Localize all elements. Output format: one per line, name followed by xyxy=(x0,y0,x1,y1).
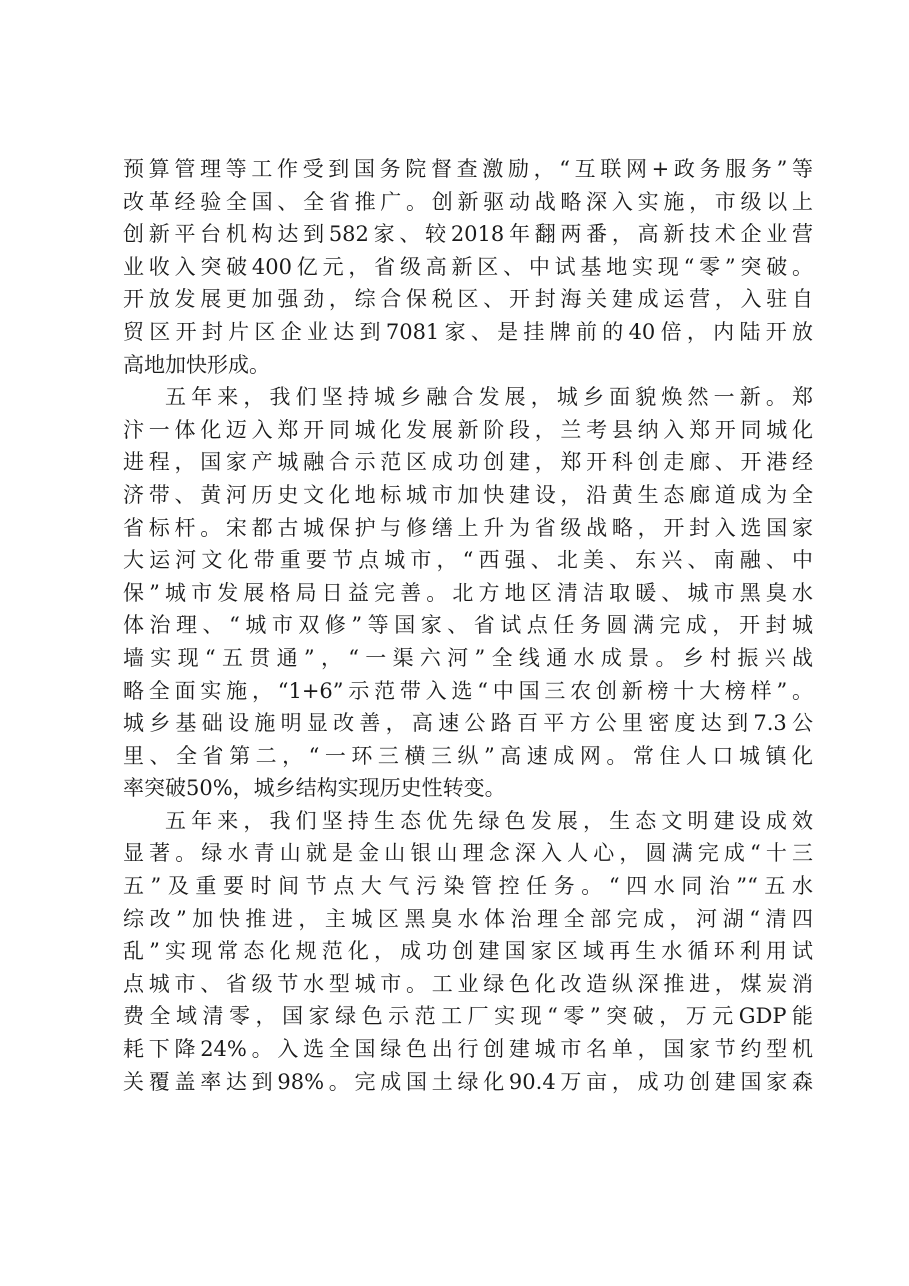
text-line: 高地加快形成。 xyxy=(123,352,270,377)
text-line: 率突破50%，城乡结构实现历史性转变。 xyxy=(123,776,506,801)
text-line: 里、全省第二，“一环三横三纵”高速成网。常住人口城镇化 xyxy=(123,743,813,768)
text-line: 显著。绿水青山就是金山银山理念深入人心，圆满完成“十三 xyxy=(123,841,813,866)
text-line: 改革经验全国、全省推广。创新驱动战略深入实施，市级以上 xyxy=(123,189,813,214)
text-line: 城乡基础设施明显改善，高速公路百平方公里密度达到7.3公 xyxy=(123,711,813,736)
text-line: 关覆盖率达到98%。完成国土绿化90.4万亩，成功创建国家森 xyxy=(123,1069,813,1094)
text-line: 五年来，我们坚持城乡融合发展，城乡面貌焕然一新。郑 xyxy=(165,385,813,410)
text-line: 贸区开封片区企业达到7081家、是挂牌前的40倍，内陆开放 xyxy=(123,319,813,344)
body-text xyxy=(123,153,813,1098)
text-line: 汴一体化迈入郑开同城化发展新阶段，兰考县纳入郑开同城化 xyxy=(123,417,813,442)
text-line: 省标杆。宋都古城保护与修缮上升为省级战略，开封入选国家 xyxy=(123,515,813,540)
text-line: 耗下降24%。入选全国绿色出行创建城市名单，国家节约型机 xyxy=(123,1037,813,1062)
text-line: 大运河文化带重要节点城市，“西强、北美、东兴、南融、中 xyxy=(123,548,813,573)
text-line: 五”及重要时间节点大气污染管控任务。“四水同治”“五水 xyxy=(123,874,813,899)
text-line: 济带、黄河历史文化地标城市加快建设，沿黄生态廊道成为全 xyxy=(123,482,813,507)
text-line: 进程，国家产城融合示范区成功创建，郑开科创走廊、开港经 xyxy=(123,450,813,475)
paragraph-2 xyxy=(123,381,813,805)
text-line: 体治理、“城市双修”等国家、省试点任务圆满完成，开封城 xyxy=(123,613,813,638)
text-line: 五年来，我们坚持生态优先绿色发展，生态文明建设成效 xyxy=(165,808,813,833)
text-line: 略全面实施，“1+6”示范带入选“中国三农创新榜十大榜样”。 xyxy=(123,678,813,703)
text-line: 保”城市发展格局日益完善。北方地区清洁取暖、城市黑臭水 xyxy=(123,580,813,605)
text-line: 费全域清零，国家绿色示范工厂实现“零”突破，万元GDP能 xyxy=(123,1004,813,1029)
text-line: 预算管理等工作受到国务院督查激励，“互联网+政务服务”等 xyxy=(123,157,813,181)
text-line: 墙实现“五贯通”，“一渠六河”全线通水成景。乡村振兴战 xyxy=(123,645,813,670)
paragraph-1 xyxy=(123,153,813,381)
text-line: 乱”实现常态化规范化，成功创建国家区域再生水循环利用试 xyxy=(123,939,813,964)
text-line: 创新平台机构达到582家、较2018年翻两番，高新技术企业营 xyxy=(123,222,813,247)
text-line: 综改”加快推进，主城区黑臭水体治理全部完成，河湖“清四 xyxy=(123,906,813,931)
text-line: 开放发展更加强劲，综合保税区、开封海关建成运营，入驻自 xyxy=(123,287,813,312)
text-line: 业收入突破400亿元，省级高新区、中试基地实现“零”突破。 xyxy=(123,254,813,279)
text-line: 点城市、省级节水型城市。工业绿色化改造纵深推进，煤炭消 xyxy=(123,971,813,996)
paragraph-3 xyxy=(123,805,813,1098)
